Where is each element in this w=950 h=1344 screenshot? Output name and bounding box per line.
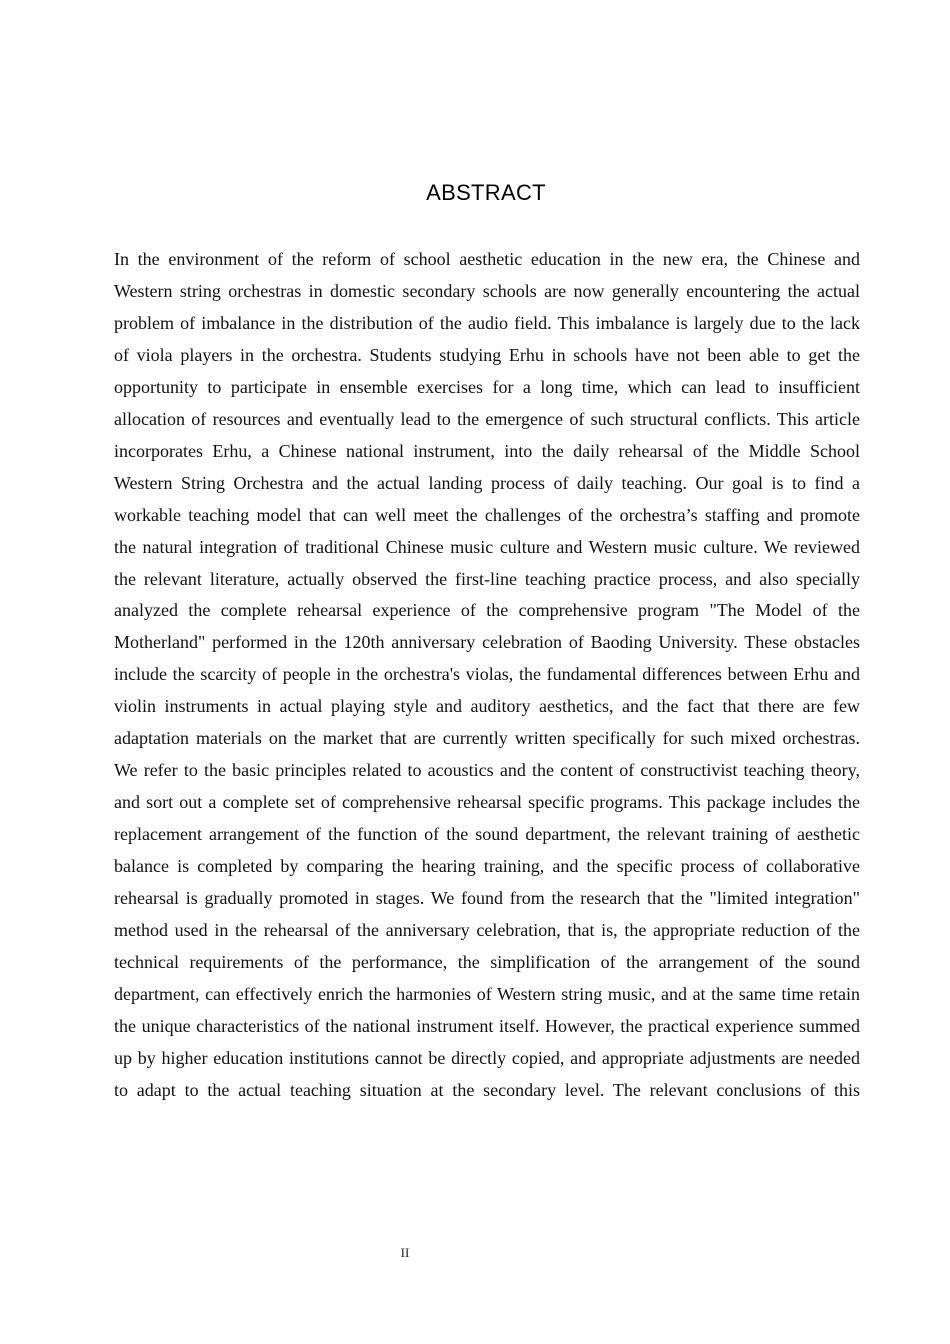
page-title: ABSTRACT bbox=[426, 180, 546, 205]
abstract-paragraph: In the environment of the reform of school aesthetic education in the new era, the Chinese and Western string orchestras in domestic secondary schools are now generally encountering the actual problem of imbalance in the distribution of the audio field. This imbalance is largely due to the lack of viola players in the orchestra. Students studying Erhu in schools have not been able to get the opportunity to participate in ensemble exercises for a long time, which can lead to insufficient allocation of resources and eventually lead to the emergence of such structural conflicts. This article incorporates Erhu, a Chinese national instrument, into the daily rehearsal of the Middle School Western String Orchestra and the actual landing process of daily teaching. Our goal is to find a workable teaching model that can well meet the challenges of the orchestra’s staffing and promote the natural integration of traditional Chinese music culture and Western music culture. We reviewed the relevant literature, actually observed the first-line teaching practice process, and also specially analyzed the complete rehearsal experience of the comprehensive program "The Model of the Motherland" performed in the 120th anniversary celebration of Baoding University. These obstacles include the scarcity of people in the orchestra's violas, the fundamental differences between Erhu and violin instruments in actual playing style and auditory aesthetics, and the fact that there are few adaptation materials on the market that are currently written specifically for such mixed orchestras. We refer to the basic principles related to acoustics and the content of constructivist teaching theory, and sort out a complete set of comprehensive rehearsal specific programs. This package includes the replacement arrangement of the function of the sound department, the relevant training of aesthetic balance is completed by comparing the hearing training, and the specific process of collaborative rehearsal is gradually promoted in stages. We found from the research that the "limited integration" method used in the rehearsal of the anniversary celebration, that is, the appropriate reduction of the technical requirements of the performance, the simplification of the arrangement of the sound department, can effectively enrich the harmonies of Western string music, and at the same time retain the unique characteristics of the national instrument itself. However, the practical experience summed up by higher education institutions cannot be directly copied, and appropriate adjustments are needed to adapt to the actual teaching situation at the secondary level. The relevant conclusions of this bbox=[114, 249, 860, 1100]
page-number: II bbox=[400, 1245, 410, 1260]
